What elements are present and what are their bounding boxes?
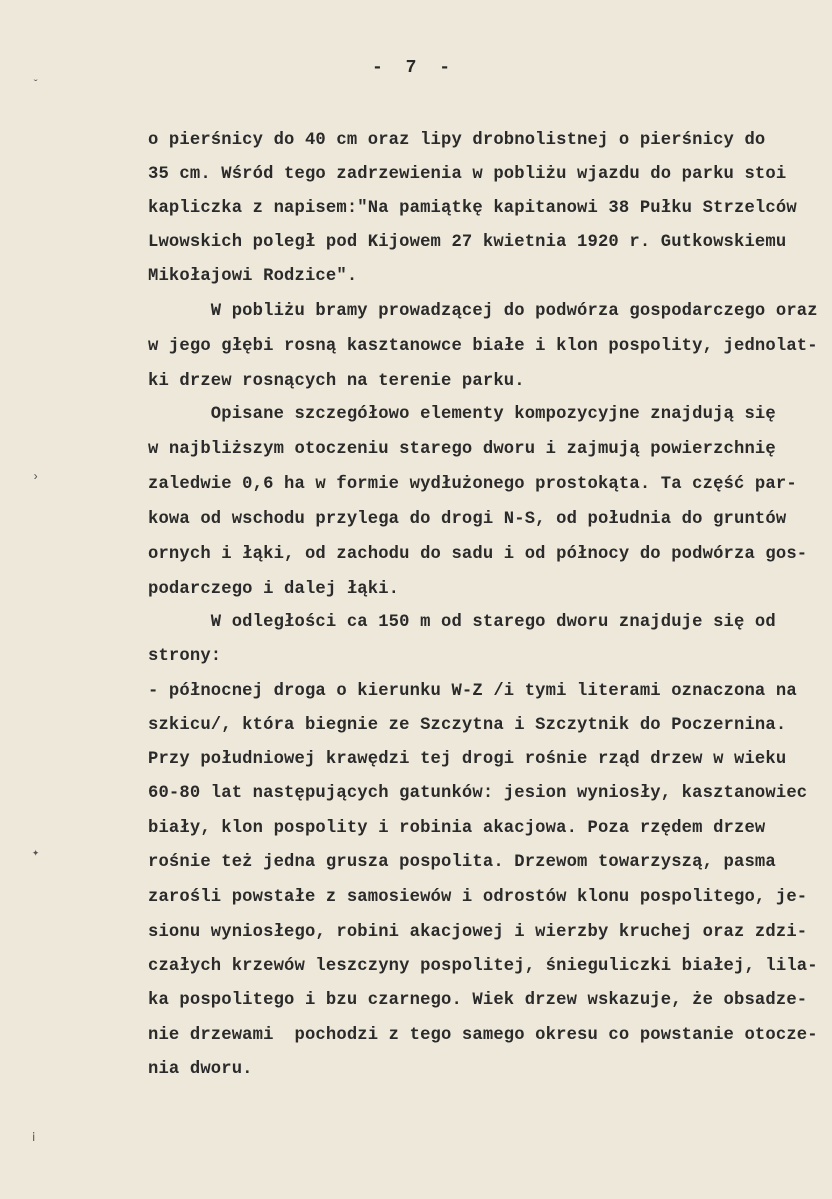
text-line: nie drzewami pochodzi z tego samego okresu co powstanie otocze- [148,1026,818,1045]
text-line: W pobliżu bramy prowadzącej do podwórza gospodarczego oraz [148,302,818,321]
text-line: Przy południowej krawędzi tej drogi rośnie rząd drzew w wieku [148,750,787,769]
text-line: podarczego i dalej łąki. [148,580,400,599]
text-line: ki drzew rosnących na terenie parku. [148,372,525,391]
text-line: w jego głębi rosną kasztanowce białe i klon pospolity, jednolat- [148,337,818,356]
text-line: Opisane szczegółowo elementy kompozycyjne znajdują się [148,405,776,424]
text-line: 60-80 lat następujących gatunków: jesion wyniosły, kasztanowiec [148,784,808,803]
margin-mark: ⅰ [32,1131,36,1145]
text-line: szkicu/, która biegnie ze Szczytna i Szczytnik do Poczernina. [148,716,787,735]
text-line: Lwowskich poległ pod Kijowem 27 kwietnia 1920 r. Gutkowskiemu [148,233,787,252]
text-line: nia dworu. [148,1060,253,1079]
page-number: - 7 - [372,58,457,78]
margin-mark: ✦ [32,846,40,860]
text-line: kowa od wschodu przylega do drogi N-S, od południa do gruntów [148,510,787,529]
text-line: w najbliższym otoczeniu starego dworu i zajmują powierzchnię [148,440,776,459]
text-line: ornych i łąki, od zachodu do sadu i od północy do podwórza gos- [148,545,808,564]
margin-mark: › [32,470,40,484]
text-line: rośnie też jedna grusza pospolita. Drzewom towarzyszą, pasma [148,853,776,872]
margin-mark: ˇ [32,78,40,92]
text-line: kapliczka z napisem:"Na pamiątkę kapitanowi 38 Pułku Strzelców [148,199,797,218]
text-line: czałych krzewów leszczyny pospolitej, śnieguliczki białej, lila- [148,957,818,976]
text-line: strony: [148,647,222,666]
text-line: W odległości ca 150 m od starego dworu znajduje się od [148,613,776,632]
text-line: - północnej droga o kierunku W-Z /i tymi literami oznaczona na [148,682,797,701]
text-line: zaledwie 0,6 ha w formie wydłużonego prostokąta. Ta część par- [148,475,797,494]
text-line: sionu wyniosłego, robini akacjowej i wierzby kruchej oraz zdzi- [148,923,808,942]
text-line: Mikołajowi Rodzice". [148,267,358,286]
text-line: o pierśnicy do 40 cm oraz lipy drobnolistnej o pierśnicy do [148,131,766,150]
text-line: 35 cm. Wśród tego zadrzewienia w pobliżu wjazdu do parku stoi [148,165,787,184]
text-line: zarośli powstałe z samosiewów i odrostów klonu pospolitego, je- [148,888,808,907]
text-line: biały, klon pospolity i robinia akacjowa. Poza rzędem drzew [148,819,766,838]
text-line: ka pospolitego i bzu czarnego. Wiek drzew wskazuje, że obsadze- [148,991,808,1010]
